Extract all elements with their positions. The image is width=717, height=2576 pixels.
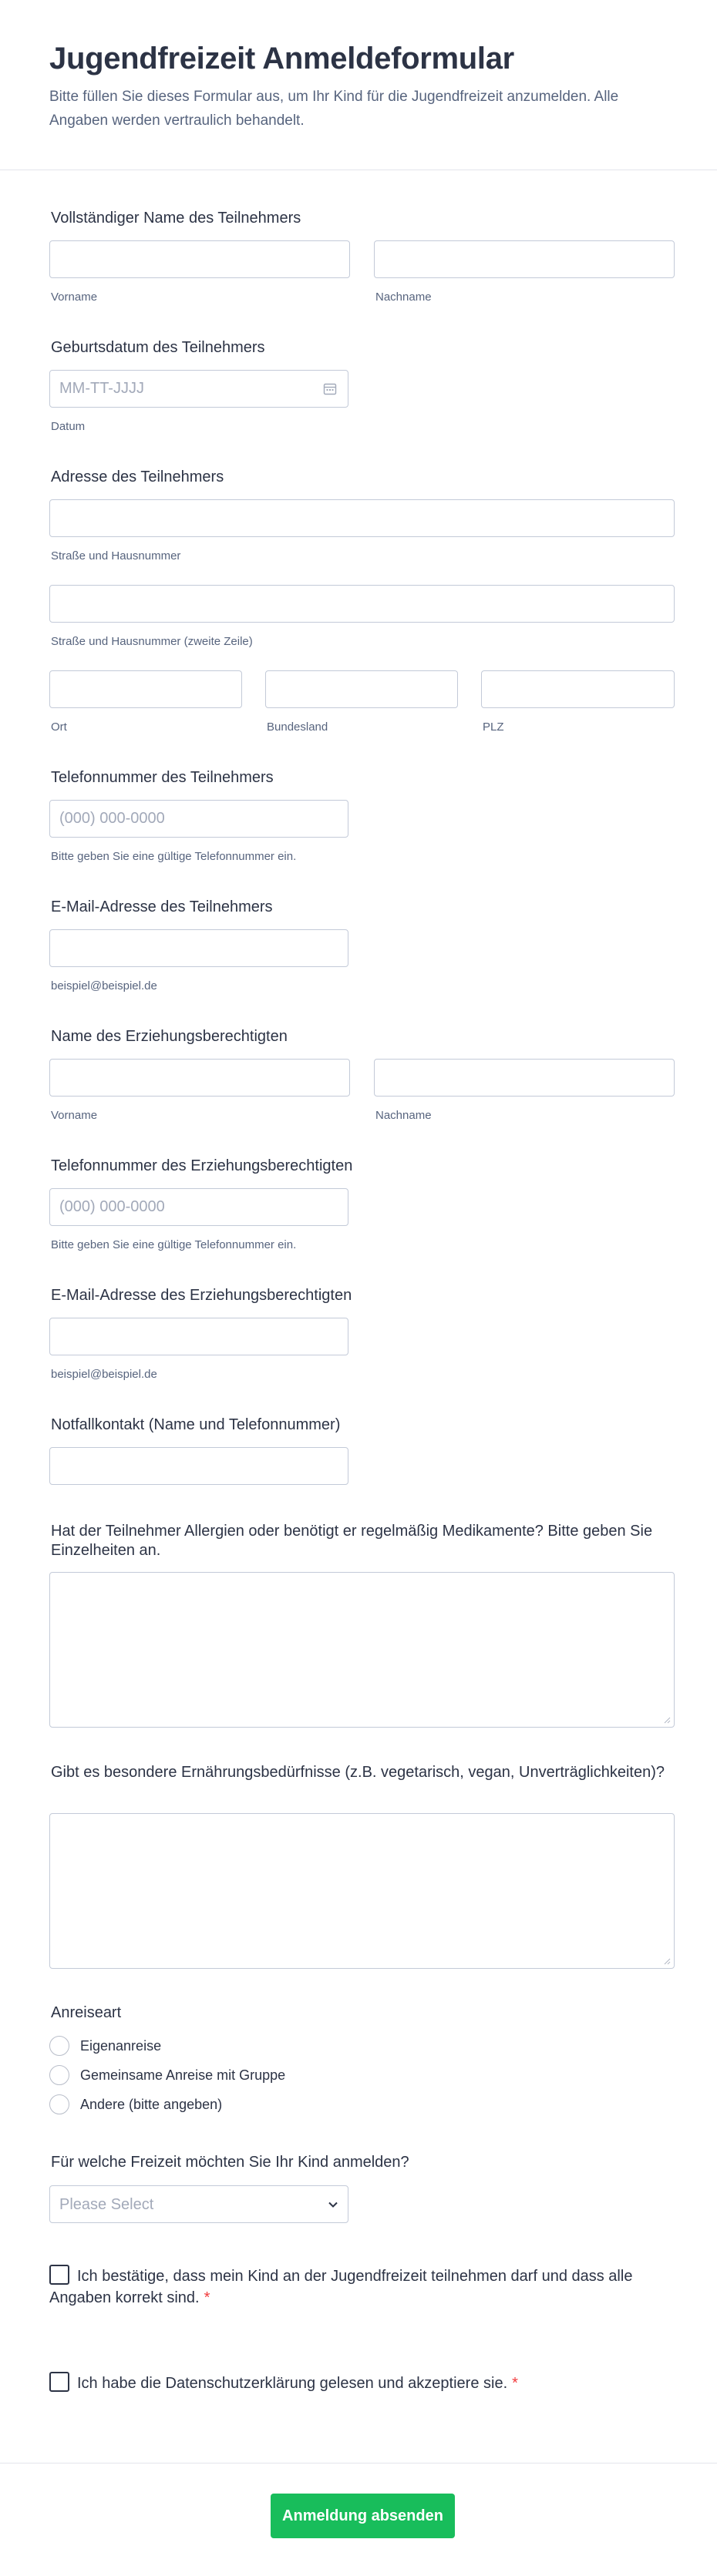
state-field[interactable]: [265, 670, 458, 708]
participant-first-name-field[interactable]: [49, 240, 350, 278]
guardian-name-label: Name des Erziehungsberechtigten: [51, 1028, 288, 1045]
participant-last-name-field[interactable]: [374, 240, 675, 278]
resize-grip-icon[interactable]: [664, 1717, 671, 1724]
travel-option-own[interactable]: [49, 2035, 161, 2057]
participant-email-sublabel: beispiel@beispiel.de: [51, 979, 157, 992]
guardian-last-name-sublabel: Nachname: [375, 1109, 432, 1122]
participant-last-name-input[interactable]: [375, 241, 674, 277]
travel-label: Anreiseart: [51, 2004, 122, 2021]
street-sublabel: Straße und Hausnummer: [51, 549, 181, 563]
state-sublabel: Bundesland: [267, 720, 328, 734]
street2-sublabel: Straße und Hausnummer (zweite Zeile): [51, 635, 253, 648]
participant-phone-sublabel: Bitte geben Sie eine gültige Telefonnummer ein.: [51, 850, 297, 863]
guardian-first-name-sublabel: Vorname: [51, 1109, 98, 1122]
address-label: Adresse des Teilnehmers: [51, 469, 224, 485]
participant-first-name-input[interactable]: [50, 241, 349, 277]
consent-privacy-text: Ich habe die Datenschutzerklärung gelesen und akzeptiere sie.: [77, 2375, 508, 2392]
travel-option-group[interactable]: [49, 2064, 285, 2086]
guardian-phone-input[interactable]: [50, 1189, 348, 1225]
allergies-label: Hat der Teilnehmer Allergien oder benötigt er regelmäßig Medikamente? Bitte geben Sie Einzelheiten an.: [51, 1523, 653, 1559]
birthdate-field[interactable]: [49, 370, 348, 408]
radio-button[interactable]: [49, 2094, 69, 2114]
consent-privacy[interactable]: [49, 2372, 635, 2394]
participant-first-name-sublabel: Vorname: [51, 291, 98, 304]
consent-participation-text: Ich bestätige, dass mein Kind an der Jugendfreizeit teilnehmen darf und dass alle Angaben korrekt sind.: [49, 2268, 633, 2306]
required-asterisk: *: [204, 2289, 210, 2306]
street2-field[interactable]: [49, 585, 675, 623]
city-input[interactable]: [50, 671, 241, 707]
diet-label: Gibt es besondere Ernährungsbedürfnisse (z.B. vegetarisch, vegan, Unverträglichkeiten)?: [51, 1764, 665, 1781]
guardian-phone-label: Telefonnummer des Erziehungsberechtigten: [51, 1157, 353, 1174]
radio-label: Andere (bitte angeben): [80, 2096, 223, 2112]
consent-participation-checkbox[interactable]: [49, 2265, 69, 2285]
radio-button[interactable]: [49, 2065, 69, 2085]
birthdate-input[interactable]: [50, 371, 348, 407]
allergies-field[interactable]: [49, 1572, 675, 1728]
emergency-contact-input[interactable]: [50, 1448, 348, 1484]
radio-label: Eigenanreise: [80, 2037, 162, 2054]
emergency-contact-field[interactable]: [49, 1447, 348, 1485]
city-sublabel: Ort: [51, 720, 67, 734]
street2-input[interactable]: [50, 586, 674, 622]
camp-select-value: Please Select: [59, 2196, 154, 2213]
guardian-last-name-input[interactable]: [375, 1060, 674, 1096]
guardian-last-name-field[interactable]: [374, 1059, 675, 1097]
participant-phone-input[interactable]: [50, 801, 348, 837]
required-asterisk: *: [512, 2375, 518, 2392]
street-field[interactable]: [49, 499, 675, 537]
state-input[interactable]: [266, 671, 457, 707]
chevron-down-icon: [328, 2199, 338, 2210]
allergies-textarea[interactable]: [50, 1573, 674, 1727]
participant-phone-label: Telefonnummer des Teilnehmers: [51, 769, 274, 786]
street-input[interactable]: [50, 500, 674, 536]
guardian-first-name-input[interactable]: [50, 1060, 349, 1096]
resize-grip-icon[interactable]: [664, 1958, 671, 1965]
participant-phone-field[interactable]: [49, 800, 348, 838]
zip-field[interactable]: [481, 670, 675, 708]
zip-input[interactable]: [482, 671, 674, 707]
radio-button[interactable]: [49, 2036, 69, 2056]
diet-textarea[interactable]: [50, 1814, 674, 1968]
submit-button[interactable]: Anmeldung absenden: [271, 2494, 455, 2538]
diet-field[interactable]: [49, 1813, 675, 1969]
emergency-contact-label: Notfallkontakt (Name und Telefonnummer): [51, 1416, 341, 1433]
form-subtitle: Bitte füllen Sie dieses Formular aus, um Ihr Kind für die Jugendfreizeit anzumelden. Alle Angaben werden vertraulich behandelt.: [49, 89, 619, 129]
participant-last-name-sublabel: Nachname: [375, 291, 432, 304]
participant-email-label: E-Mail-Adresse des Teilnehmers: [51, 898, 273, 915]
zip-sublabel: PLZ: [483, 720, 504, 734]
guardian-email-label: E-Mail-Adresse des Erziehungsberechtigten: [51, 1287, 352, 1304]
camp-select-dropdown[interactable]: [49, 2185, 348, 2223]
consent-participation[interactable]: [49, 2265, 635, 2309]
guardian-email-input[interactable]: [50, 1318, 348, 1355]
guardian-phone-field[interactable]: [49, 1188, 348, 1226]
participant-name-label: Vollständiger Name des Teilnehmers: [51, 210, 301, 227]
radio-label: Gemeinsame Anreise mit Gruppe: [80, 2067, 286, 2083]
travel-option-other[interactable]: [49, 2094, 222, 2115]
form-header: [49, 39, 666, 133]
guardian-email-field[interactable]: [49, 1318, 348, 1355]
city-field[interactable]: [49, 670, 242, 708]
participant-email-input[interactable]: [50, 930, 348, 966]
camp-select-label: Für welche Freizeit möchten Sie Ihr Kind anmelden?: [51, 2154, 409, 2171]
guardian-email-sublabel: beispiel@beispiel.de: [51, 1368, 157, 1381]
birthdate-sublabel: Datum: [51, 420, 86, 433]
calendar-icon[interactable]: [323, 382, 337, 396]
guardian-phone-sublabel: Bitte geben Sie eine gültige Telefonnummer ein.: [51, 1238, 297, 1251]
participant-email-field[interactable]: [49, 929, 348, 967]
birthdate-label: Geburtsdatum des Teilnehmers: [51, 339, 265, 356]
form-title: Jugendfreizeit Anmeldeformular: [49, 42, 514, 76]
consent-privacy-checkbox[interactable]: [49, 2372, 69, 2392]
guardian-first-name-field[interactable]: [49, 1059, 350, 1097]
